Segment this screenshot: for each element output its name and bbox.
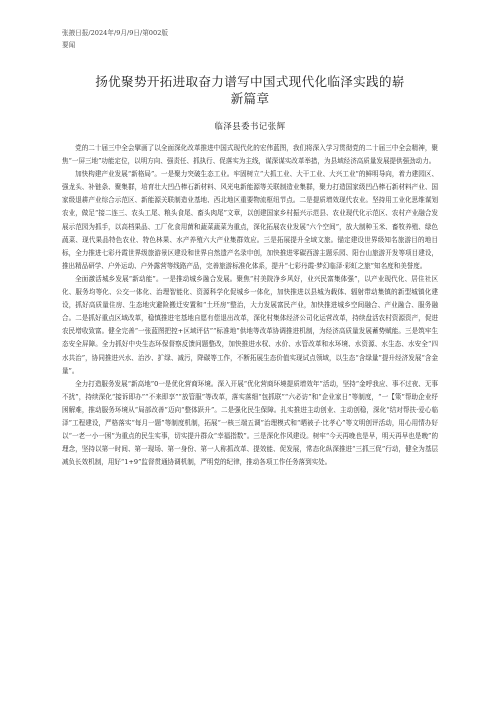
article-paragraph: 全面激活城乡发展“新动能”。一是推动城乡融合发展。聚焦“村美院净乡风好，业兴民富集体强”，以产业现代化、居住社区化、服务均等化、公交一体化、治理智能化、资源科学化促城乡一体化，加快推进以县城为载体、辐射带动集镇的新型城镇化建设，抓好高质量住房、生态地灾避险搬迁安置和“土坯房”整治，大力发展富民产业，加快推进城乡空间融合、产业融合、服务融合。二是抓好重点区域改革，稳慎推进宅基地自愿有偿退出改革，深化村集体经济公司化运营改革，持续盘活农村资源资产，促进农民增收致富。健全完善“一张蓝图把控+区域评估”“标准地”供地等改革协调推进机制，为经济高质量发展蓄势赋能。三是筑牢生态安全屏障。全力抓好中央生态环保督察反馈问题整改，加快推进水权、水价、水管改革和水环境、水资源、水生态、水安全“四水共治”，协同推进兴水、治沙、扩绿、减污，降碳等工作，不断拓展生态价值实现试点领域，以生态“含绿量”提升经济发展“含金量”。 (62, 274, 438, 375)
article-paragraph: 全力打造服务发展“新高地”0一是优化营商环境。深入开展“优化营商环境提质增效年”活动，坚持“金呼我应、事不过夜、无事不扰”，持续深化“接诉即办”“不来即享”“放管服”等改革，落实落细“包抓联”“六必访”和“企业家日”等制度，“一【策”帮助企业纾困解难，推动服务环境从“局部改善”迈向“整体跃升”。二是强化民生保障。扎实推进主动创业、主动创稳，深化“结对帮扶·爱心临泽”工程建设，严格落实“每月一题”等制度机制，拓展“一核三端五调”治理模式和“晒被子·比孝心”等文明创评活动，用心用情办好以“一老一小一困”为重点的民生实事，切实提升群众“幸福指数”。三是深化作风建设。树牢“今天再晚也是早，明天再早也是晚”的理念，坚持以第一时间、第一现场、第一身份、第一人称抓改革、提效能、促发展，常态化纵深推进“三抓三促”行动，健全为基层减负长效机制，用好“1+9”监督贯通协调机制，严明党的纪律，推动各项工作任务落到实处。 (62, 379, 438, 467)
title-line-2: 新篇章 (230, 91, 270, 106)
article-paragraph: 党的二十届三中全会擘画了以全面深化改革推进中国式现代化的宏伟蓝图，我们将深入学习贯彻党的二十届三中全会精神，聚焦“一屏三地”功能定位，以明方向、强责任、抓执行、促落实为主线，谋深谋实改革举措，为县域经济高质量发展提供强劲动力。 (62, 144, 438, 166)
source-line: 张掖日报/2024年/9月/9日/第002版 (62, 29, 168, 37)
article-title (62, 74, 438, 107)
article-paragraph: 加快构建产业发展“新格局”。一是聚力突破生态工业。牢固树立“大抓工业、大干工业、大兴工业”的鲜明导向，着力建园区、强龙头、补链条、聚集群，培育壮大凹凸棒石新材料、风光电新能源等关联制造业集群，聚力打造国家级凹凸棒石新材料产业、国家级退耕产业综合示范区、新能源关联制造业基地、西北地区重要物流枢纽节点。二是提质增效现代农业。坚持用工业化思维谋划农业，做足“接二连三、农头工尾、粮头食尾、畜头肉尾”文章，以创建国家乡村振兴示范县、农业现代化示范区、农村产业融合发展示范园为抓手，以高档果品、工厂化食用菌和蔬菜蔬菜为重点，深化拓展农业发展“六个空间”，放大制种玉米、畜牧养殖、绿色蔬菜、现代果品特色农业、特色林果、水产养殖六大产业集群效应。三是拓展提升全域文旅。锚定建设世界级知名旅游目的地目标，全力推进七彩丹霞世界级旅游景区建设和世界自然遗产名录申创，加快推进零碳西游主题乐园、阳台山旅游开发等项目建设，推出精品研学、户外运动、户外露营等线路产品，完善旅游标准化体系，提升“七彩丹霞·梦幻临泽·彩虹之旅”知名度和美誉度。 (62, 170, 438, 270)
section-label: 要闻 (62, 41, 76, 49)
title-line-1: 扬优聚势开拓进取奋力谱写中国式现代化临泽实践的崭 (95, 74, 405, 89)
source-meta (62, 28, 438, 51)
article-author: 临泽县委书记张辉 (214, 121, 286, 131)
article-body (62, 142, 438, 469)
